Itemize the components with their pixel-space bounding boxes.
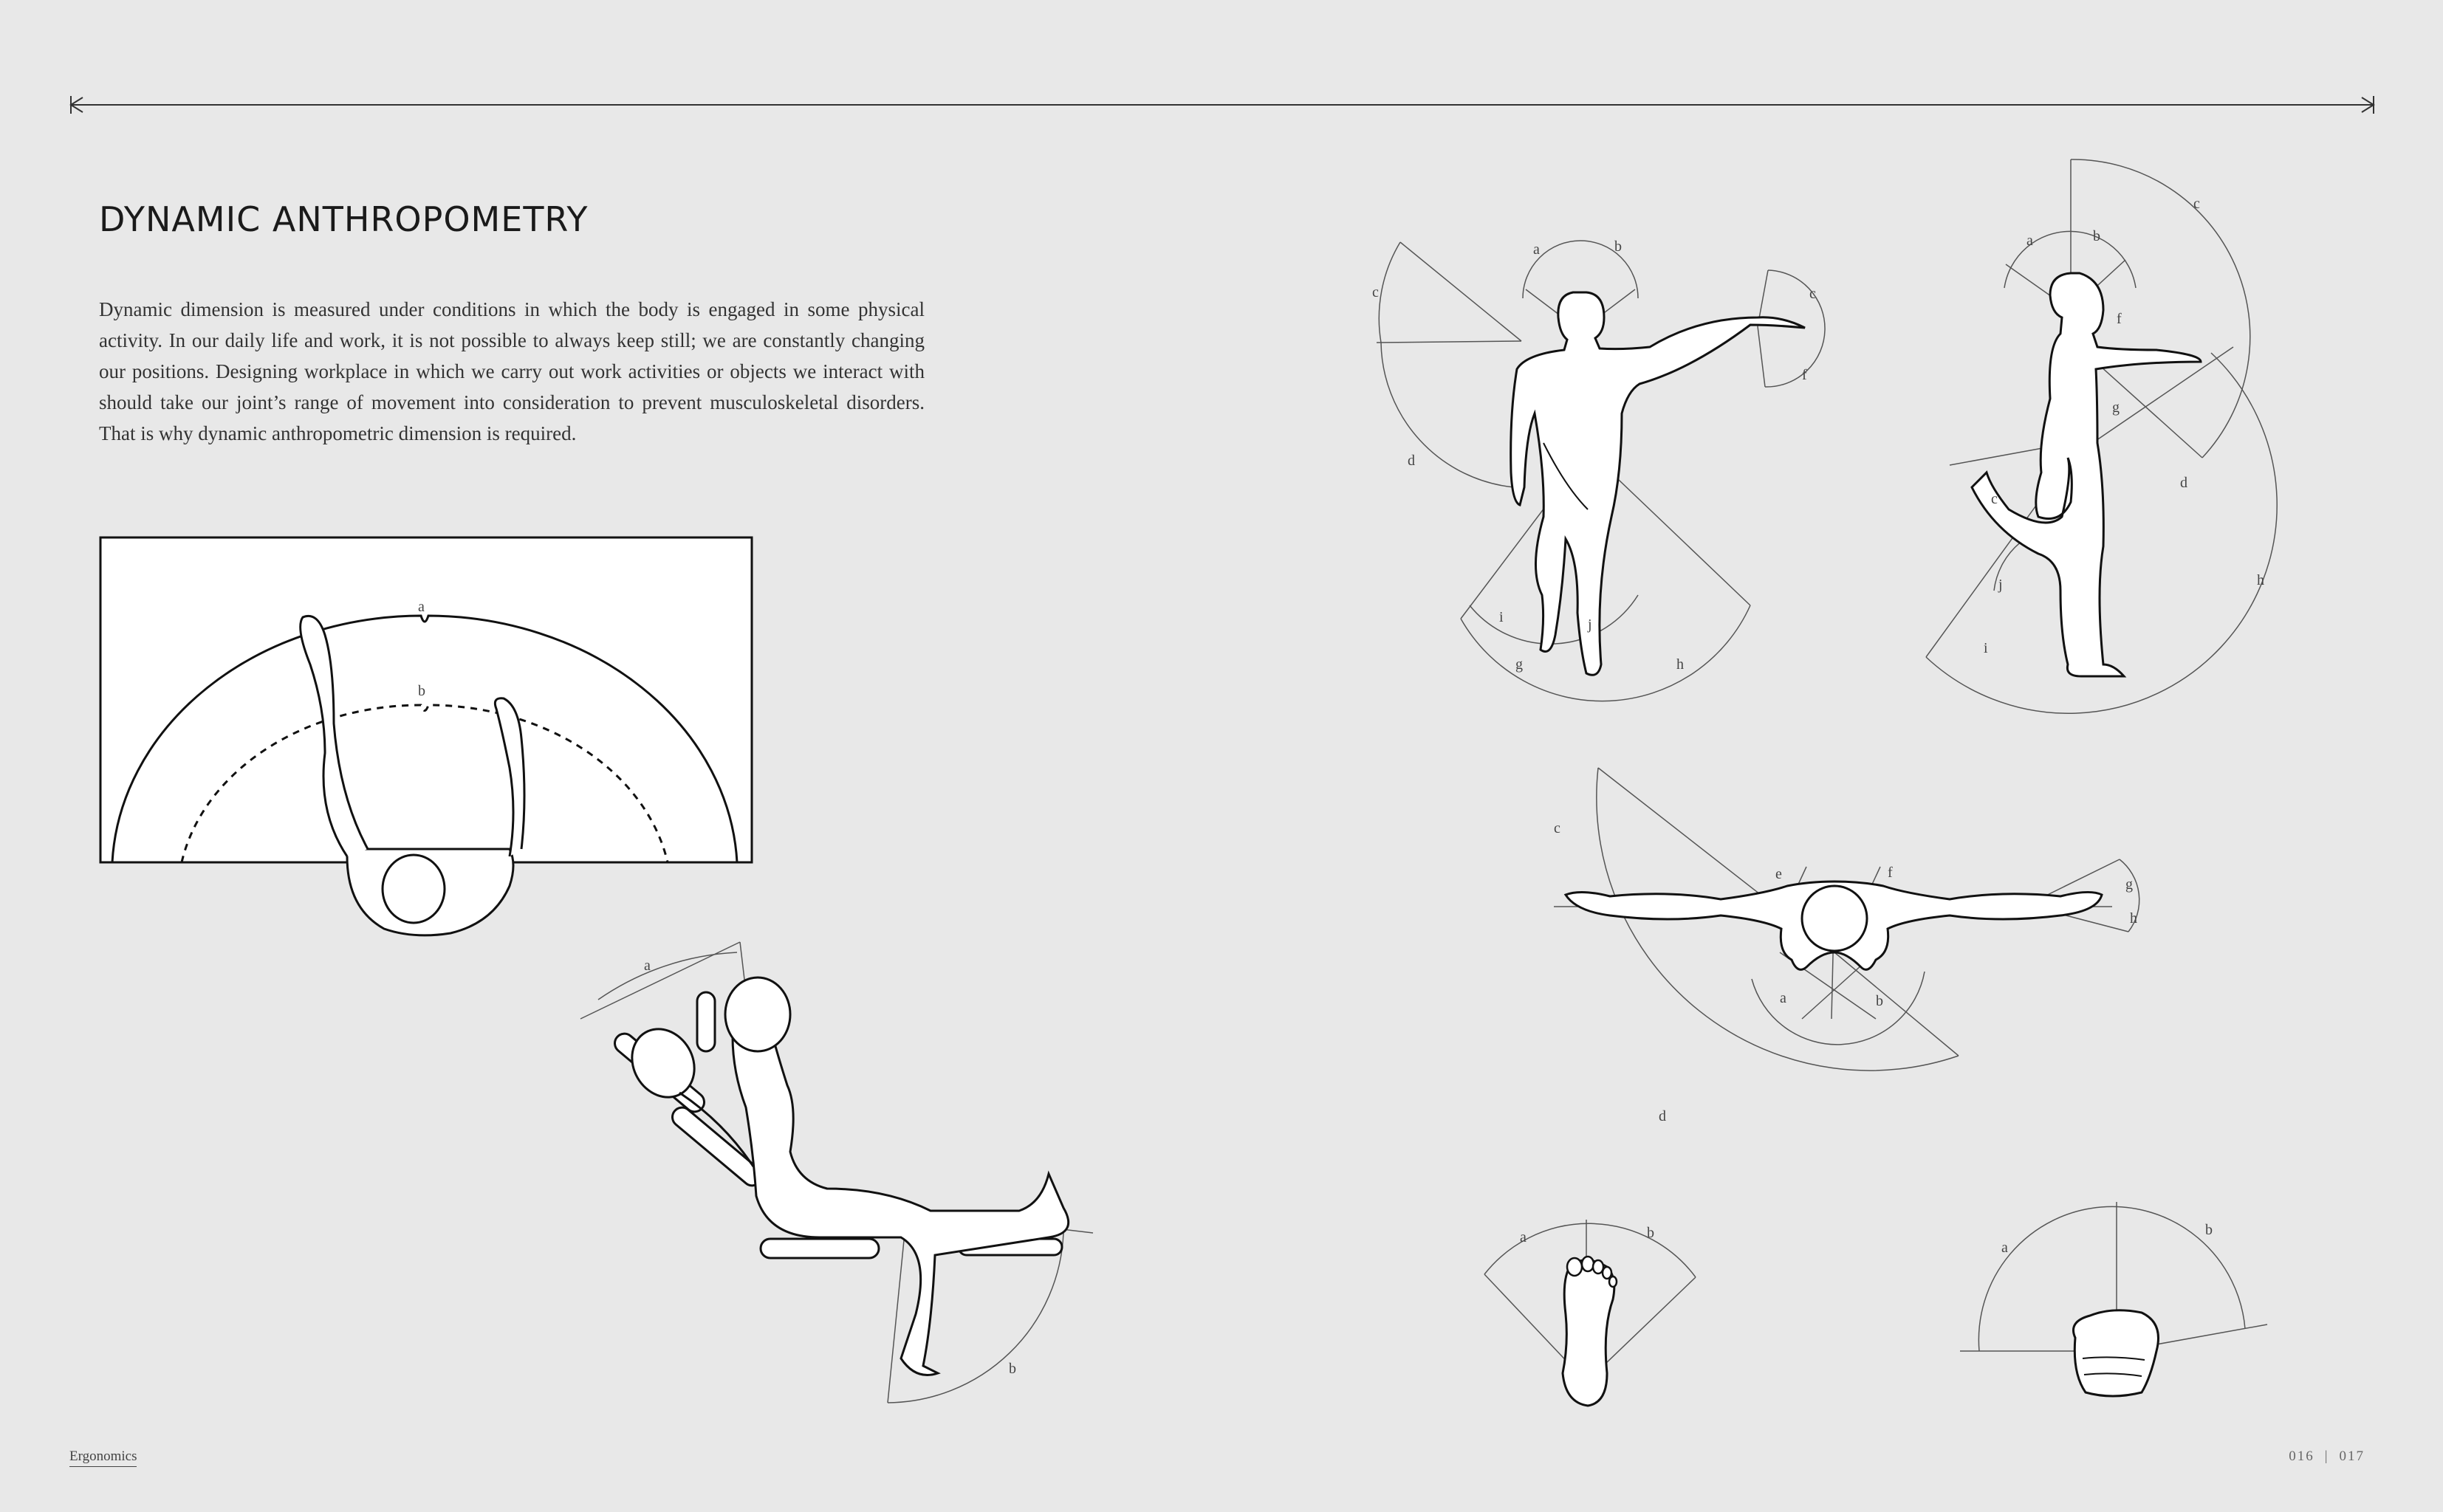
svg-text:b: b bbox=[2205, 1222, 2213, 1238]
page-title: DYNAMIC ANTHROPOMETRY bbox=[99, 199, 589, 239]
svg-text:f: f bbox=[1802, 367, 1807, 383]
page-numbers bbox=[2289, 1449, 2365, 1465]
fist-figure bbox=[1960, 1202, 2267, 1396]
svg-text:h: h bbox=[2130, 910, 2137, 927]
top-view-arms-figure bbox=[1554, 768, 2139, 1124]
top-rule bbox=[71, 96, 2374, 114]
front-standing-figure bbox=[1372, 238, 1825, 701]
reclining-seat-figure bbox=[580, 942, 1093, 1403]
svg-text:a: a bbox=[1520, 1229, 1527, 1245]
page-number-left: 016 bbox=[2289, 1449, 2314, 1464]
svg-text:b: b bbox=[1009, 1361, 1016, 1377]
svg-text:c: c bbox=[1991, 491, 1998, 507]
svg-text:d: d bbox=[1408, 453, 1415, 469]
svg-text:g: g bbox=[2112, 399, 2120, 416]
svg-text:b: b bbox=[2093, 228, 2100, 244]
svg-text:f: f bbox=[2117, 311, 2122, 327]
page-number-separator: | bbox=[2324, 1449, 2329, 1464]
svg-text:i: i bbox=[1984, 640, 1988, 656]
svg-text:a: a bbox=[418, 599, 425, 615]
svg-text:j: j bbox=[1588, 616, 1592, 633]
svg-text:a: a bbox=[644, 958, 651, 974]
svg-text:a: a bbox=[2001, 1240, 2008, 1256]
svg-text:b: b bbox=[418, 683, 425, 699]
svg-text:h: h bbox=[1676, 656, 1684, 673]
svg-text:j: j bbox=[1998, 577, 2003, 593]
svg-text:g: g bbox=[1515, 656, 1523, 673]
desk-reach-figure bbox=[100, 537, 752, 935]
svg-text:b: b bbox=[1614, 238, 1622, 255]
svg-text:a: a bbox=[1533, 241, 1540, 258]
svg-text:d: d bbox=[2180, 475, 2187, 491]
svg-text:c: c bbox=[1554, 820, 1560, 836]
svg-text:c: c bbox=[1809, 286, 1816, 302]
svg-text:b: b bbox=[1876, 993, 1883, 1009]
svg-text:c: c bbox=[1372, 284, 1379, 300]
svg-text:a: a bbox=[1780, 990, 1786, 1006]
svg-text:i: i bbox=[1499, 609, 1504, 625]
svg-text:g: g bbox=[2125, 876, 2133, 893]
foot-figure bbox=[1484, 1220, 1696, 1406]
body-paragraph: Dynamic dimension is measured under conditions in which the body is engaged in some physical activity. In our daily life and work, it is not possible to always keep still; we are constantly changing our positions. Designing workplace in which we carry out work activities or objects we interact with should take our joint’s range of movement into consideration to prevent musculoskeletal disorders. That is why dynamic anthropometric dimension is required. bbox=[99, 298, 925, 444]
svg-text:f: f bbox=[1888, 865, 1893, 881]
footer-section-title: Ergonomics bbox=[69, 1449, 137, 1464]
side-standing-figure bbox=[1926, 159, 2277, 713]
svg-text:e: e bbox=[1775, 866, 1782, 882]
svg-text:d: d bbox=[1659, 1108, 1666, 1124]
svg-text:h: h bbox=[2257, 572, 2264, 588]
svg-text:b: b bbox=[1647, 1225, 1654, 1241]
svg-text:a: a bbox=[2026, 233, 2033, 249]
svg-text:c: c bbox=[2193, 196, 2200, 212]
page-number-right: 017 bbox=[2339, 1449, 2365, 1464]
